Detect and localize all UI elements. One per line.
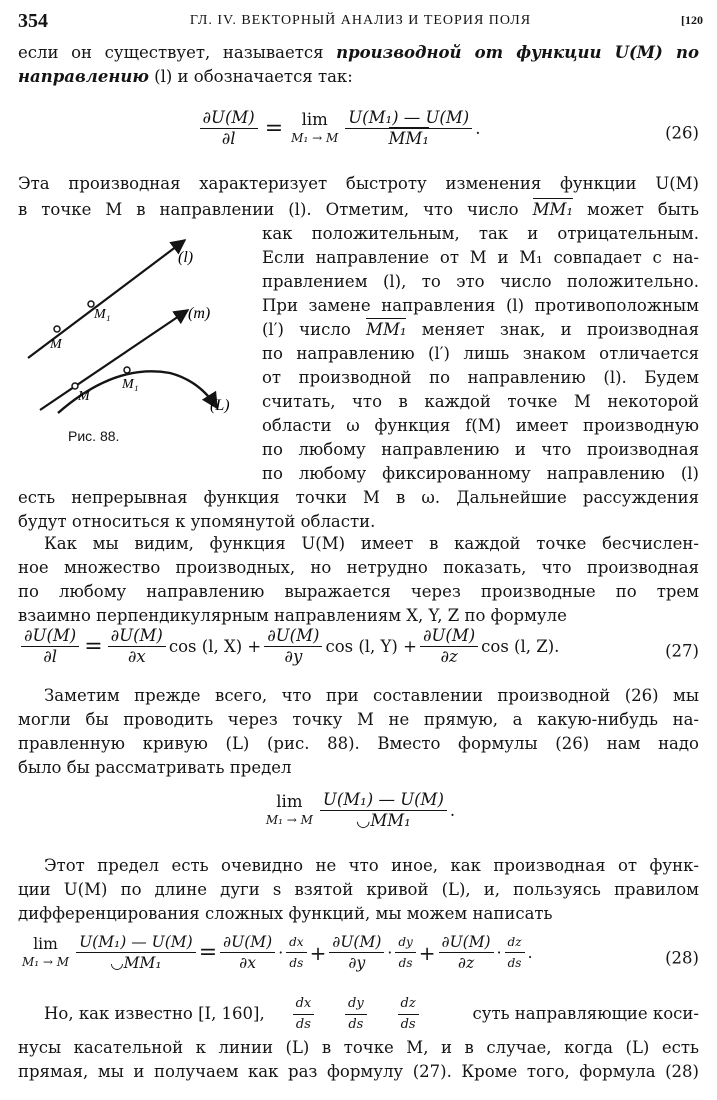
text-line: области ω функция f(M) имеет производную <box>262 416 699 435</box>
fraction: $\frac{\partial U(M)}{\partial y}$ <box>264 626 322 667</box>
text-line: Но, как известно [I, 160], $\frac{dx}{ds}$ $\frac{dy}{ds}$ $\frac{dz}{ds}$ суть направляющие коси- <box>18 994 699 1034</box>
text-line: нусы касательной к линии (L) в точке M, и в случае, когда (L) есть <box>18 1038 699 1057</box>
equation-number: (28) <box>665 948 699 968</box>
text-line: по любому направлению и что производная <box>262 440 699 459</box>
fraction: $\frac{dx}{ds}$ <box>286 932 306 973</box>
text-line: по направлению (l′) лишь знаком отличается <box>262 344 699 363</box>
limit: lim M₁ → M <box>265 791 313 827</box>
text-line: Этот предел есть очевидно не что иное, как производная от функ- <box>44 856 699 875</box>
text-line: правлением (l), то это число положительно. <box>262 272 699 291</box>
equation-26: $\frac{\partial U(M)}{\partial l}$ = lim M₁ → M $\frac{\text{U(M₁) — U(M)}}{\text{MM₁}}$ . (26) <box>18 100 699 166</box>
text-line: Заметим прежде всего, что при составлении производной (26) мы <box>44 686 699 705</box>
equation-28: lim M₁ → M $\frac{\text{U(M₁) — U(M)}}{\text{◡MM₁}}$ = $\frac{\partial U(M)}{\partial x}$ · $\frac{dx}{ds}$ + $\frac{\partial U(M)}{\partial y}$ · $\frac{dy}{ds}$ + $\frac{\partial U(M)}{\partial z}$ · $\frac{dz}{ds}$ . (28) <box>22 933 699 972</box>
fraction: $\frac{dy}{ds}$ <box>395 932 415 973</box>
label-M-lower: M <box>78 389 90 404</box>
text-line: как положительным, так и отрицательным. <box>262 224 699 243</box>
text-line: в точке M в направлении (l). Отметим, что число MM₁ может быть <box>18 200 699 219</box>
fraction: $\frac{\partial U(M)}{\partial z}$ <box>420 626 478 667</box>
fraction: $\frac{\text{U(M₁) — U(M)}}{\text{◡MM₁}}$ <box>320 790 447 831</box>
label-L: (L) <box>210 397 230 414</box>
figure-88 <box>20 228 255 428</box>
text-line: Как мы видим, функция U(M) имеет в каждой точке бесчислен- <box>44 534 699 553</box>
fraction: $\frac{\partial U(M)}{\partial x}$ <box>108 626 166 667</box>
text-line: по любому фиксированному направлению (l) <box>262 464 699 483</box>
equation-number: (27) <box>665 641 699 661</box>
fraction: $\frac{\partial U(M)}{\partial y}$ <box>329 932 384 973</box>
section-marker: [120 <box>681 13 703 27</box>
defined-term: производной от функции U(M) по <box>336 43 699 62</box>
text-line: прямая, мы и получаем как раз формулу (27). Кроме того, формула (28) <box>18 1062 699 1081</box>
equation-27: $\frac{\partial U(M)}{\partial l}$ = $\frac{\partial U(M)}{\partial x}$ cos (l, X) + $\frac{\partial U(M)}{\partial y}$ cos (l, Y) + $\frac{\partial U(M)}{\partial z}$ cos (l, Z). (27) <box>18 626 699 676</box>
page-number: 354 <box>18 10 48 32</box>
running-header <box>18 10 703 34</box>
running-title: ГЛ. IV. ВЕКТОРНЫЙ АНАЛИЗ И ТЕОРИЯ ПОЛЯ <box>189 13 532 28</box>
fraction: $\frac{dx}{ds}$ <box>293 994 315 1035</box>
label-M1-upper: M₁ <box>94 307 111 322</box>
text-line: направлению (l) и обозначается так: <box>18 67 353 86</box>
text-line: было бы рассматривать предел <box>18 758 292 777</box>
text-line: есть непрерывная функция точки M в ω. Дальнейшие рассуждения <box>18 488 699 507</box>
defined-term: направлению <box>18 67 149 86</box>
text-line: ции U(M) по длине дуги s взятой кривой (L), и, пользуясь правилом <box>18 880 699 899</box>
text-line: При замене направления (l) противоположным <box>262 296 699 315</box>
label-M1-lower: M₁ <box>122 377 139 392</box>
label-M-upper: M <box>50 337 62 352</box>
text-line: взаимно перпендикулярным направлениям X, Y, Z по формуле <box>18 606 567 625</box>
point-M1-lower <box>124 367 130 373</box>
point-M-upper <box>54 326 60 332</box>
fraction: $\frac{\partial U(M)}{\partial x}$ <box>220 932 275 973</box>
fraction: $\frac{\partial U(M)}{\partial l}$ <box>200 108 258 149</box>
text-line: если он существует, называется производной от функции U(M) по <box>18 43 699 62</box>
text-line: считать, что в каждой точке M некоторой <box>262 392 699 411</box>
fraction: $\frac{dz}{ds}$ <box>505 932 525 973</box>
text-line: по любому направлению выражается через производные по трем <box>18 582 699 601</box>
text-line: Эта производная характеризует быстроту изменения функции U(M) <box>18 174 699 193</box>
equation-number: (26) <box>665 123 699 143</box>
text-line: от производной по направлению (l). Будем <box>262 368 699 387</box>
fraction: $\frac{\partial U(M)}{\partial z}$ <box>439 932 494 973</box>
limit: lim M₁ → M <box>291 109 339 145</box>
text-line: дифференцирования сложных функций, мы можем написать <box>18 904 553 923</box>
text-line: (l′) число MM₁ меняет знак, и производная <box>262 320 700 339</box>
text-line: правленную кривую (L) (рис. 88). Вместо формулы (26) нам надо <box>18 734 699 753</box>
text-line: Если направление от M и M₁ совпадает с на- <box>262 248 699 267</box>
limit-expression: lim M₁ → M $\frac{\text{U(M₁) — U(M)}}{\text{◡MM₁}}$ . <box>265 790 456 830</box>
fraction: $\frac{dz}{ds}$ <box>398 994 419 1035</box>
text-line: могли бы проводить через точку M не прямую, а какую-нибудь на- <box>18 710 699 729</box>
fraction: $\frac{\text{U(M₁) — U(M)}}{\text{◡MM₁}}$ <box>76 932 196 973</box>
label-l: (l) <box>178 249 194 266</box>
line-m <box>40 310 188 410</box>
text-line: ное множество производных, но нетрудно показать, что производная <box>18 558 699 577</box>
text-line: будут относиться к упомянутой области. <box>18 512 376 531</box>
fraction: $\frac{\partial U(M)}{\partial l}$ <box>21 626 79 667</box>
figure-caption: Рис. 88. <box>68 428 120 444</box>
label-m: (m) <box>188 305 211 322</box>
fraction: $\frac{\text{U(M₁) — U(M)}}{\text{MM₁}}$ <box>345 108 472 149</box>
fraction: $\frac{dy}{ds}$ <box>345 994 367 1035</box>
limit: lim M₁ → M <box>22 934 70 969</box>
